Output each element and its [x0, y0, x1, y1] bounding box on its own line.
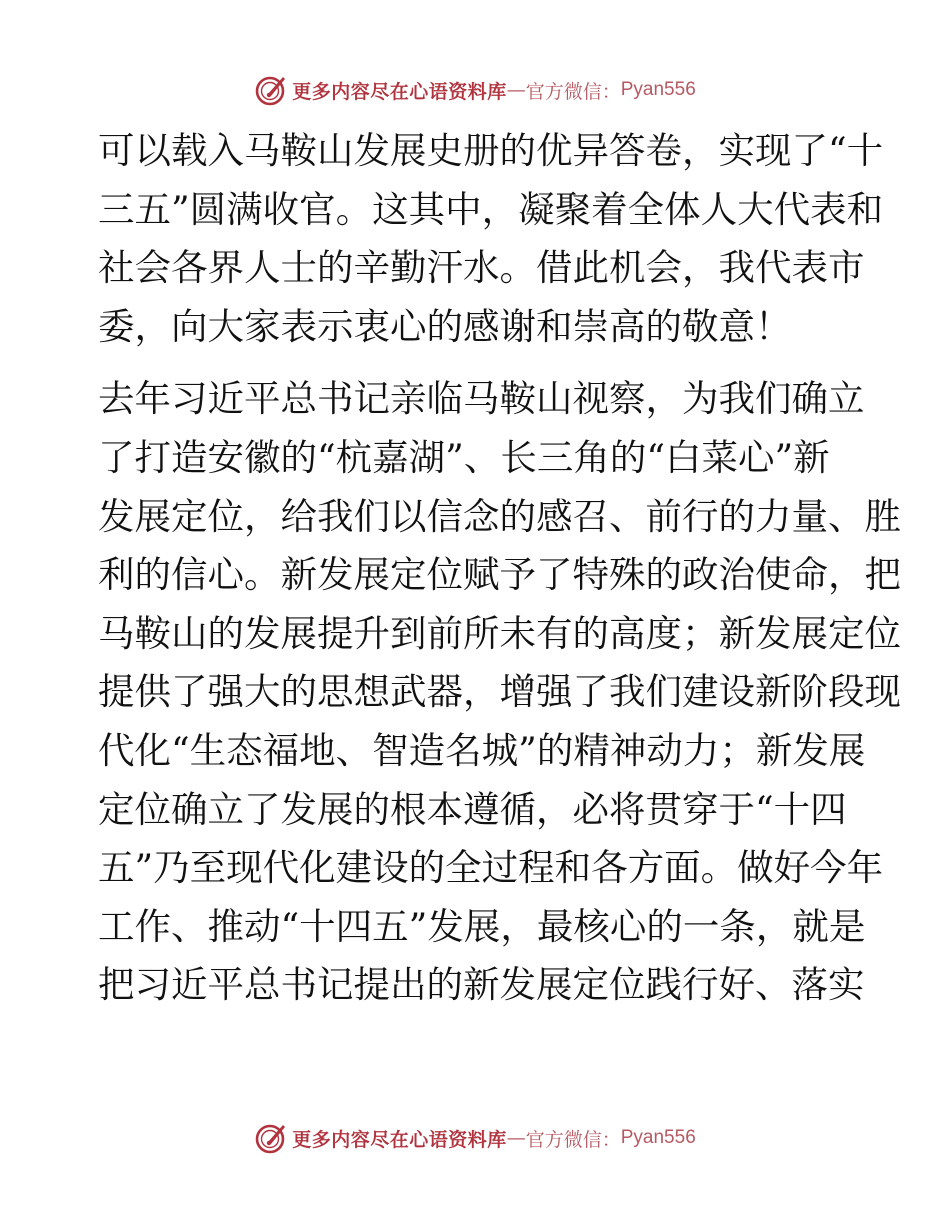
- brush-logo-icon: [254, 1121, 288, 1155]
- banner-main-text: 更多内容尽在心语资料库: [292, 1128, 507, 1151]
- text-line: 可以载入马鞍山发展史册的优异答卷，实现了“十: [98, 129, 884, 172]
- text-line: 去年习近平总书记亲临马鞍山视察，为我们确立: [98, 377, 865, 421]
- banner-separator: —: [506, 79, 526, 101]
- text-line: 利的信心。新发展定位赋予了特殊的政治使命，把: [98, 553, 901, 597]
- banner-wechat-id: Pyan556: [620, 79, 696, 100]
- text-line: 社会各界人士的辛勤汗水。借此机会，我代表市: [98, 246, 865, 290]
- text-line: 提供了强大的思想武器，增强了我们建设新阶段现: [98, 670, 901, 714]
- paragraph-1: [98, 122, 884, 356]
- text-line: 发展定位，给我们以信念的感召、前行的力量、胜: [98, 494, 901, 538]
- text-line: 委，向大家表示衷心的感谢和崇高的敬意！: [98, 304, 792, 348]
- banner-wechat-label: 官方微信：: [525, 80, 621, 103]
- banner-wechat-id: Pyan556: [620, 1127, 696, 1148]
- banner-wechat-label: 官方微信：: [525, 1128, 621, 1151]
- text-line: 代化“生态福地、智造名城”的精神动力；新发展: [98, 728, 866, 772]
- text-line: 定位确立了发展的根本遵循，必将贯穿于“十四: [98, 787, 847, 831]
- text-line: 把习近平总书记提出的新发展定位践行好、落实: [98, 963, 865, 1007]
- text-line: 马鞍山的发展提升到前所未有的高度；新发展定位: [98, 611, 901, 655]
- brush-logo-icon: [254, 73, 288, 107]
- text-line: 了打造安徽的“杭嘉湖”、长三角的“白菜心”新: [98, 435, 830, 479]
- text-line: 五”乃至现代化建设的全过程和各方面。做好今年: [98, 846, 884, 890]
- banner-separator: —: [506, 1127, 526, 1149]
- text-line: 三五”圆满收官。这其中，凝聚着全体人大代表和: [98, 187, 884, 231]
- text-line: 工作、推动“十四五”发展，最核心的一条，就是: [98, 904, 866, 948]
- body-text: [98, 122, 901, 1015]
- header-banner: [0, 70, 950, 110]
- footer-banner: [0, 1118, 950, 1158]
- banner-main-text: 更多内容尽在心语资料库: [292, 80, 507, 103]
- paragraph-2: [98, 370, 901, 1015]
